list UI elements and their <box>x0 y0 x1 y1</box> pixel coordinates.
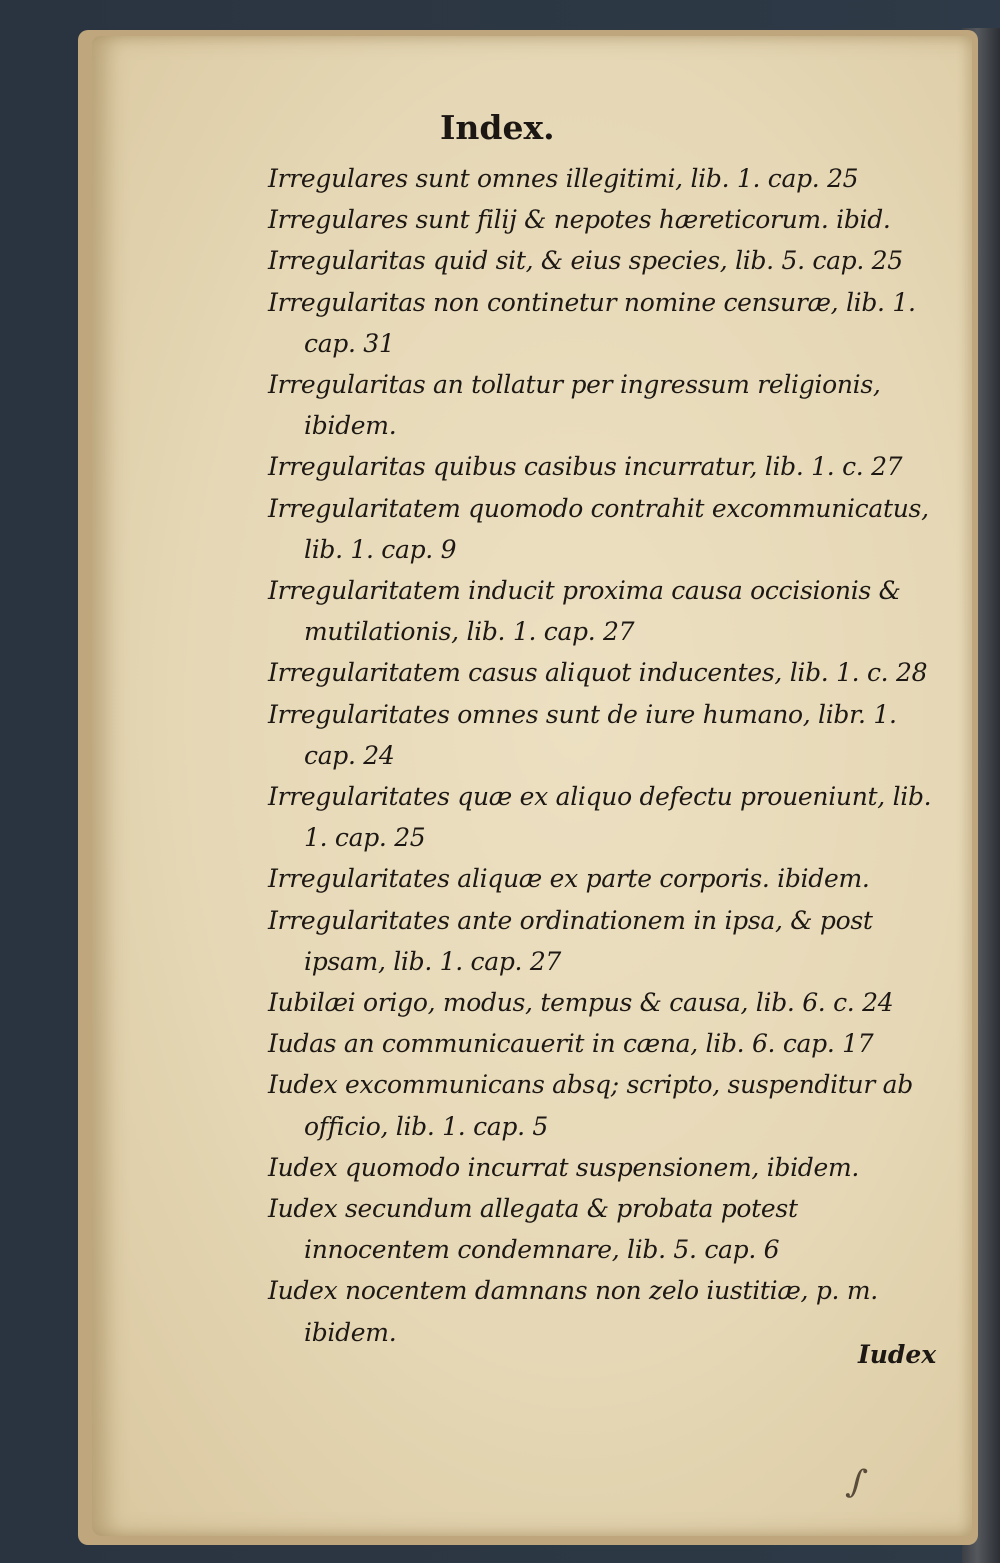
index-entry: Irregularitas an tollatur per ingressum religionis, ibidem. <box>268 370 881 441</box>
index-entry: Irregularitas quid sit, & eius species, lib. 5. cap. 25 <box>268 246 903 276</box>
index-entry: Irregularitatem inducit proxima causa occisionis & mutilationis, lib. 1. cap. 27 <box>268 576 901 647</box>
index-entry: Irregularitas quibus casibus incurratur, lib. 1. c. 27 <box>268 452 903 482</box>
index-entry: Iudex secundum allegata & probata potest innocentem condemnare, lib. 5. cap. 6 <box>268 1194 798 1265</box>
index-entry: Irregularitatem quomodo contrahit excommunicatus, lib. 1. cap. 9 <box>268 493 929 564</box>
index-entry: Irregulares sunt filij & nepotes hæreticorum. ibid. <box>268 205 891 235</box>
index-entry: Iudex excommunicans absq; scripto, suspenditur ab officio, lib. 1. cap. 5 <box>268 1070 913 1141</box>
page-heading: Index. <box>440 108 555 147</box>
index-entry: Iudex nocentem damnans non zelo iustitiæ, p. m. ibidem. <box>268 1276 878 1347</box>
index-entry: Irregularitates omnes sunt de iure humano, libr. 1. cap. 24 <box>268 699 897 770</box>
index-entry: Irregulares sunt omnes illegitimi, lib. 1. cap. 25 <box>268 164 859 193</box>
index-entries <box>268 158 948 1353</box>
index-entry: Irregularitates quæ ex aliquo defectu proueniunt, lib. 1. cap. 25 <box>268 782 932 853</box>
index-entry: Irregularitates ante ordinationem in ipsa, & post ipsam, lib. 1. cap. 27 <box>268 905 873 976</box>
index-entry: Irregularitas non continetur nomine censuræ, lib. 1. cap. 31 <box>268 287 916 358</box>
index-entry: Irregularitatem casus aliquot inducentes, lib. 1. c. 28 <box>268 658 928 688</box>
index-entry: Iudas an communicauerit in cæna, lib. 6. cap. 17 <box>268 1029 874 1059</box>
catchword: Iudex <box>858 1340 937 1369</box>
pencil-mark: ∫ <box>844 1460 870 1504</box>
index-entry: Irregularitates aliquæ ex parte corporis. ibidem. <box>268 864 870 894</box>
index-entry: Iudex quomodo incurrat suspensionem, ibidem. <box>268 1152 860 1182</box>
index-entry: Iubilæi origo, modus, tempus & causa, lib. 6. c. 24 <box>268 988 894 1018</box>
